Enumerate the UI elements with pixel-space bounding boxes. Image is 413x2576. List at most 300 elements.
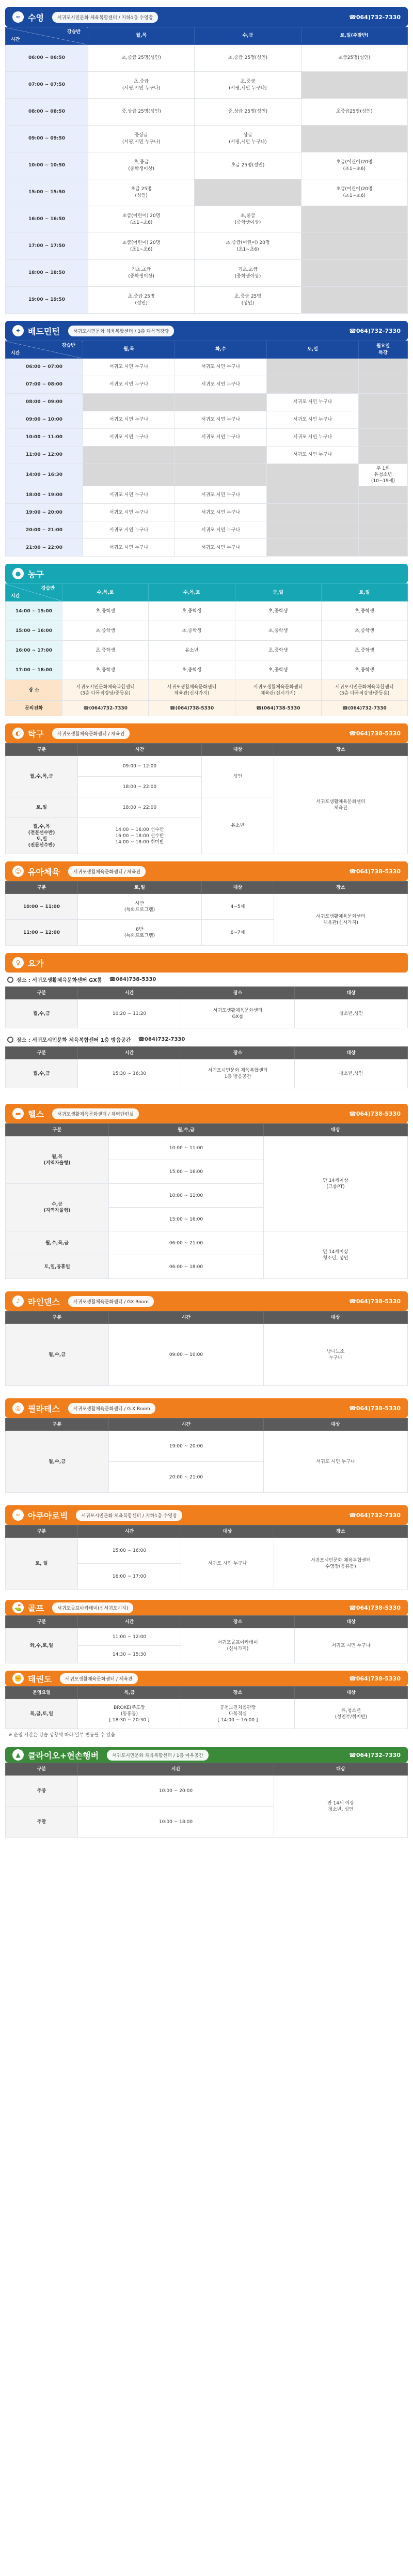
golf-title: 골프 — [28, 1603, 44, 1613]
th-time: 시간 — [78, 987, 181, 999]
th-type: 구분 — [6, 1124, 109, 1136]
line-dance-table — [5, 1311, 408, 1386]
health-section — [5, 1104, 408, 1279]
basketball-title: 농구 — [28, 569, 44, 579]
table-row — [6, 641, 408, 660]
th-place: 장소 — [181, 1616, 295, 1628]
place-cell: 서귀포시민문화체육복합센터 (3층 다목적강당/중등용) — [321, 680, 407, 701]
aq-place: 서귀포시민문화 체육복합센터 수영장(동홍동) — [274, 1538, 408, 1590]
schedule-cell — [267, 486, 359, 504]
yoga-place-line-2: 장소 : 서귀포시민문화 체육복합센터 1층 방음공간 ☎064)732-7330 — [5, 1032, 408, 1046]
table-row — [6, 521, 408, 539]
schedule-cell — [359, 504, 408, 521]
th-time: 시간 — [109, 1312, 264, 1324]
schedule-cell — [267, 521, 359, 539]
schedule-cell: 초,중급(어린이) 20명 (초1~초6) — [195, 233, 301, 260]
aqua-title: 아쿠아로빅 — [28, 1510, 68, 1521]
schedule-cell — [267, 359, 359, 376]
schedule-cell — [301, 206, 407, 233]
pil-time: 20:00 ~ 21:00 — [109, 1462, 264, 1493]
th-target: 대상 — [295, 1687, 408, 1699]
schedule-cell: 초,중학생 — [62, 660, 149, 680]
table-tennis-section — [5, 723, 408, 854]
golf-header — [5, 1600, 408, 1615]
time-label: 시간 — [11, 594, 20, 599]
time-cell: 08:00 ~ 09:00 — [6, 394, 83, 411]
time-label: 시간 — [11, 37, 20, 42]
golf-time: 11:00 ~ 12:00 — [78, 1628, 181, 1646]
badminton-header — [5, 321, 408, 341]
schedule-cell: 초,중급 (서핑,시민 누구나) — [88, 72, 195, 99]
schedule-cell: 초급(어린이)20명 (초1~초6) — [301, 152, 407, 179]
taekwondo-phone: ☎064)738-5330 — [349, 1675, 401, 1682]
pilates-section — [5, 1398, 408, 1493]
kp-class: 8반 (특화프로그램) — [78, 920, 202, 946]
schedule-cell — [175, 394, 267, 411]
yoga-target: 청소년,성인 — [295, 1059, 408, 1088]
time-cell: 06:00 ~ 06:50 — [6, 45, 88, 72]
climbing-phone: ☎064)732-7330 — [349, 1751, 401, 1759]
schedule-cell: 서귀포 시민 누구나 — [175, 539, 267, 557]
schedule-cell: 서귀포 시민 누구나 — [83, 429, 175, 446]
climbing-section — [5, 1747, 408, 1838]
time-cell: 19:00 ~ 19:50 — [6, 287, 88, 314]
time-cell: 15:00 ~ 16:00 — [6, 621, 62, 641]
health-place: 서귀포생활체육문화센터 / 체력단련실 — [52, 1108, 139, 1119]
schedule-cell — [359, 486, 408, 504]
schedule-cell: 초,중급 (서핑,시민 누구나) — [195, 72, 301, 99]
time-cell: 06:00 ~ 07:00 — [6, 359, 83, 376]
schedule-cell: 초,중급 25명(성인) — [88, 45, 195, 72]
yoga-time: 10:20 ~ 11:20 — [78, 999, 181, 1028]
table-row — [6, 376, 408, 394]
ld-target: 남녀노소 누구나 — [264, 1324, 408, 1386]
time-cell: 11:00 ~ 12:00 — [6, 446, 83, 464]
schedule-cell — [175, 446, 267, 464]
corner-header — [6, 584, 62, 601]
tt-time: 18:00 ~ 22:00 — [78, 777, 202, 797]
th-type: 구분 — [6, 1525, 78, 1538]
time-cell: 09:00 ~ 09:50 — [6, 126, 88, 152]
schedule-cell: 기초,초급 (중학생이상) — [195, 260, 301, 287]
time-cell: 18:00 ~ 18:50 — [6, 260, 88, 287]
time-cell: 07:00 ~ 08:00 — [6, 376, 83, 394]
yoga-target: 청소년,성인 — [295, 999, 408, 1028]
tt-row-label: 월,수,목 (전문선수반) 토,일 (전문선수반) — [6, 818, 78, 854]
table-row — [6, 660, 408, 680]
swim-header — [5, 7, 408, 27]
taekwondo-place: 서귀포생활체육문화센터 / 체육관 — [60, 1673, 137, 1684]
kp-place: 서귀포생활체육문화센터 체육관(신시가지) — [274, 894, 408, 946]
th-col2: 목,금 — [78, 1687, 181, 1699]
table-row — [6, 429, 408, 446]
table-row — [6, 539, 408, 557]
cl-time: 10:00 ~ 18:00 — [78, 1807, 274, 1838]
kids-pe-table — [5, 881, 408, 946]
time-cell: 09:00 ~ 10:00 — [6, 411, 83, 429]
schedule-cell: 서귀포 시민 누구나 — [175, 359, 267, 376]
schedule-cell: 초,중학생 — [62, 621, 149, 641]
schedule-cell: 초,중학생 — [321, 601, 407, 621]
health-time: 06:00 ~ 21:00 — [109, 1231, 264, 1255]
table-tennis-header — [5, 723, 408, 743]
dumbbell-icon: ▬ — [12, 1108, 24, 1119]
schedule-cell — [359, 521, 408, 539]
schedule-cell — [359, 446, 408, 464]
health-time: 10:00 ~ 11:00 — [109, 1184, 264, 1208]
table-row — [6, 126, 408, 152]
time-cell: 14:00 ~ 15:00 — [6, 601, 62, 621]
schedule-cell: 서귀포 시민 누구나 — [175, 411, 267, 429]
yoga-place-line-1: 장소 : 서귀포생활체육문화센터 GX룸 ☎064)738-5330 — [5, 973, 408, 986]
health-title: 헬스 — [28, 1109, 44, 1119]
taekwondo-table — [5, 1686, 408, 1729]
schedule-cell: 서귀포 시민 누구나 — [83, 411, 175, 429]
row-label: 문의전화 — [6, 701, 62, 716]
schedule-cell: 초,중급 25명 (성인) — [195, 287, 301, 314]
corner-header — [6, 341, 83, 359]
th-type: 구분 — [6, 1763, 78, 1776]
ld-days: 월,수,금 — [6, 1324, 109, 1386]
shuttlecock-icon: ✦ — [12, 325, 24, 336]
table-row — [6, 504, 408, 521]
schedule-cell — [267, 539, 359, 557]
time-cell: 10:00 ~ 10:50 — [6, 152, 88, 179]
time-cell: 16:00 ~ 17:00 — [6, 641, 62, 660]
th-target: 대상 — [264, 1312, 408, 1324]
badminton-place: 서귀포시민문화 체육복합센터 / 3층 다목적강당 — [68, 326, 174, 336]
climbing-place: 서귀포시민문화 체육복합센터 / 1층 아우공간 — [107, 1750, 209, 1761]
corner-header — [6, 27, 88, 45]
th-target: 대상 — [202, 744, 274, 756]
time-cell: 14:00 ~ 16:30 — [6, 464, 83, 486]
yoga-table-1 — [5, 986, 408, 1028]
time-cell: 15:00 ~ 15:50 — [6, 179, 88, 206]
line-dance-section — [5, 1291, 408, 1386]
taekwondo-title: 태권도 — [28, 1674, 52, 1684]
schedule-cell — [83, 394, 175, 411]
th-time: 시간 — [78, 744, 202, 756]
badminton-phone: ☎064)732-7330 — [349, 327, 401, 334]
golf-phone: ☎064)738-5330 — [349, 1604, 401, 1611]
day-header: 금,일 — [235, 584, 321, 601]
schedule-cell: 초급(어린이) 20명 (초1~초6) — [88, 233, 195, 260]
th-type: 구분 — [6, 1312, 109, 1324]
golf-place: 서귀포골프아카데미 (신시가지) — [181, 1628, 295, 1663]
time-cell: 17:00 ~ 17:50 — [6, 233, 88, 260]
health-time: 15:00 ~ 16:00 — [109, 1160, 264, 1184]
phone-cell: ☎(064)732-7330 — [62, 701, 149, 716]
schedule-cell: 서귀포 시민 누구나 — [83, 504, 175, 521]
phone-cell: ☎(064)732-7330 — [321, 701, 407, 716]
schedule-cell: 초,중학생 — [235, 621, 321, 641]
line-dance-phone: ☎064)738-5330 — [349, 1298, 401, 1305]
location-icon — [7, 1037, 13, 1043]
kp-target: 6~7세 — [202, 920, 274, 946]
th-time: 시간 — [78, 1047, 181, 1059]
yoga-icon: ♀ — [12, 957, 24, 968]
schedule-cell — [301, 260, 407, 287]
line-dance-place: 서귀포생활체육문화센터 / GX Room — [68, 1296, 154, 1307]
swim-place: 서귀포시민문화 체육복합센터 / 지하1층 수영장 — [52, 12, 158, 23]
health-type: 월,목 (지역자율형) — [6, 1136, 109, 1184]
badminton-title: 배드민턴 — [28, 326, 60, 336]
schedule-cell: 서귀포 시민 누구나 — [83, 539, 175, 557]
health-type: 토,일,공휴일 — [6, 1255, 109, 1279]
time-cell: 16:00 ~ 16:50 — [6, 206, 88, 233]
table-row — [6, 45, 408, 72]
yoga-days: 월,수,금 — [6, 999, 78, 1028]
yoga-table-2 — [5, 1046, 408, 1088]
schedule-cell: 초급 25명(성인) — [195, 152, 301, 179]
schedule-cell — [83, 446, 175, 464]
schedule-cell: 서귀포 시민 누구나 — [83, 359, 175, 376]
th-target: 대상 — [295, 1616, 408, 1628]
schedule-cell: 기초,초급 (중학생이상) — [88, 260, 195, 287]
schedule-cell: 유소년 — [149, 641, 235, 660]
golf-icon: ⛳ — [12, 1602, 24, 1613]
th-target: 대상 — [274, 1763, 408, 1776]
schedule-cell — [359, 394, 408, 411]
kp-target: 4~5세 — [202, 894, 274, 920]
schedule-cell: 초중급25명(성인) — [301, 99, 407, 126]
cl-days: 주중 — [6, 1776, 78, 1807]
swim-phone: ☎064)732-7330 — [349, 13, 401, 21]
yoga-title: 요가 — [28, 958, 44, 968]
aqua-header — [5, 1505, 408, 1525]
tkd-place: 공천보진치종관장 다목적실 [ 14:00 ~ 16:00 ] — [181, 1699, 295, 1729]
corner-label: 강습반 — [61, 343, 75, 348]
schedule-cell — [267, 504, 359, 521]
yoga-time: 15:30 ~ 16:30 — [78, 1059, 181, 1088]
th-days: 월,수,금 — [109, 1124, 264, 1136]
corner-label: 강습반 — [67, 29, 81, 35]
yoga-place: 서귀포시민문화 체육복합센터 1층 방음공간 — [181, 1059, 295, 1088]
kp-time: 10:00 ~ 11:00 — [6, 894, 78, 920]
schedule-cell — [301, 233, 407, 260]
aq-target: 서귀포 시민 누구나 — [181, 1538, 274, 1590]
schedule-cell: 서귀포 시민 누구나 — [267, 394, 359, 411]
martial-arts-icon: ✊ — [12, 1673, 24, 1684]
th-type: 구분 — [6, 1418, 109, 1431]
tkd-days: 목,금,토,일 — [6, 1699, 78, 1729]
schedule-cell: 서귀포 시민 누구나 — [267, 411, 359, 429]
health-target: 만 14세이상 (그룹PT) — [264, 1136, 408, 1231]
kids-pe-phone: ☎064)738-5330 — [349, 868, 401, 875]
table-row — [6, 446, 408, 464]
table-row — [6, 152, 408, 179]
climbing-table — [5, 1763, 408, 1838]
golf-target: 서귀포 시민 누구나 — [295, 1628, 408, 1663]
schedule-cell: 주 1회 유청소년 (10~19세) — [359, 464, 408, 486]
climbing-title: 클라이오+현손행버 — [28, 1750, 99, 1761]
schedule-cell: 초급(어린이)20명 (초1~초6) — [301, 179, 407, 206]
phone-cell: ☎(064)738-5330 — [149, 701, 235, 716]
schedule-note: ※ 운영 시간은 강습 상황에 따라 일부 변동될 수 있음 — [8, 1733, 116, 1738]
time-cell: 18:00 ~ 19:00 — [6, 486, 83, 504]
table-row — [6, 621, 408, 641]
tt-time-multi: 14:00 ~ 16:00 선수반 16:00 ~ 18:00 선수반 14:00 ~ 18:00 취미반 — [78, 818, 202, 854]
schedule-cell — [359, 359, 408, 376]
time-cell: 10:00 ~ 11:00 — [6, 429, 83, 446]
basketball-section — [5, 564, 408, 716]
pil-days: 월,수,금 — [6, 1431, 109, 1493]
corner-label: 강습반 — [41, 586, 55, 592]
basketball-header — [5, 564, 408, 583]
day-header: 월,목 — [88, 27, 195, 45]
aq-days: 토, 일 — [6, 1538, 78, 1590]
day-header: 화,수 — [175, 341, 267, 359]
schedule-cell: 서귀포 시민 누구나 — [175, 429, 267, 446]
child-icon: ☺ — [12, 866, 24, 877]
schedule-cell — [195, 179, 301, 206]
taekwondo-header — [5, 1671, 408, 1686]
schedule-cell: 초,중급 25명 (성인) — [88, 287, 195, 314]
swim-title: 수영 — [28, 12, 44, 23]
th-days: 토,일 — [78, 882, 202, 894]
th-target: 대상 — [181, 1525, 274, 1538]
badminton-section — [5, 321, 408, 557]
health-type: 월,수,목,금 — [6, 1231, 109, 1255]
table-row — [6, 464, 408, 486]
time-cell: 20:00 ~ 21:00 — [6, 521, 83, 539]
schedule-cell: 초,중학생 — [235, 601, 321, 621]
th-type: 구분 — [6, 882, 78, 894]
table-tennis-table — [5, 743, 408, 854]
schedule-cell: 초,중학생 — [62, 601, 149, 621]
pilates-table — [5, 1418, 408, 1493]
th-target: 대상 — [295, 987, 408, 999]
schedule-cell: 초,중급 (중학생이상) — [88, 152, 195, 179]
time-cell: 08:00 ~ 08:50 — [6, 99, 88, 126]
day-header: 월요일 특강 — [359, 341, 408, 359]
th-target: 대상 — [202, 882, 274, 894]
th-place: 장소 — [181, 987, 295, 999]
schedule-cell — [267, 464, 359, 486]
schedule-cell — [301, 287, 407, 314]
schedule-cell — [359, 539, 408, 557]
tt-place: 서귀포생활체육문화센터 체육관 — [274, 756, 408, 854]
table-row — [6, 72, 408, 99]
aqua-place: 서귀포시민문화 체육복합센터 / 지하1층 수영장 — [76, 1510, 182, 1521]
basketball-icon: ● — [12, 568, 24, 579]
tt-target: 유소년 — [202, 797, 274, 854]
schedule-cell — [359, 429, 408, 446]
aqua-section — [5, 1505, 408, 1590]
time-cell: 19:00 ~ 20:00 — [6, 504, 83, 521]
pilates-header — [5, 1398, 408, 1418]
table-row — [6, 233, 408, 260]
yoga-header — [5, 953, 408, 973]
taekwondo-section — [5, 1671, 408, 1740]
yoga-section — [5, 953, 408, 1088]
yoga-days: 월,수,금 — [6, 1059, 78, 1088]
day-header: 월,목 — [83, 341, 175, 359]
schedule-cell: 초,중학생 — [149, 621, 235, 641]
schedule-cell: 초,중학생 — [149, 660, 235, 680]
schedule-cell: 상급 (서핑,시민 누구나) — [195, 126, 301, 152]
pilates-place: 서귀포생활체육문화센터 / G.X Room — [68, 1403, 155, 1414]
line-dance-title: 라인댄스 — [28, 1297, 60, 1307]
schedule-cell: 초,중학생 — [321, 621, 407, 641]
tkd-dojo: BROKE(주도장 (동홍동) [ 18:30 ~ 20:30 ] — [78, 1699, 181, 1729]
schedule-cell — [359, 376, 408, 394]
tt-row-label: 월,수,목,금 — [6, 756, 78, 797]
aq-time: 15:00 ~ 16:00 — [78, 1538, 181, 1564]
tkd-target: 유,청소년 (성인부/취미반) — [295, 1699, 408, 1729]
table-tennis-title: 탁구 — [28, 729, 44, 739]
schedule-cell: 서귀포 시민 누구나 — [175, 486, 267, 504]
schedule-cell: 초급(어린이) 20명 (초1~초6) — [88, 206, 195, 233]
location-icon — [7, 977, 13, 983]
health-phone: ☎064)738-5330 — [349, 1110, 401, 1117]
golf-time: 14:30 ~ 15:30 — [78, 1646, 181, 1663]
health-type: 수,금 (지역자율형) — [6, 1184, 109, 1231]
th-target: 대상 — [264, 1124, 408, 1136]
table-row — [6, 179, 408, 206]
th-time: 시간 — [78, 1763, 274, 1776]
schedule-cell: 초,중급 (중학생이상) — [195, 206, 301, 233]
ping-pong-icon: ◐ — [12, 728, 24, 739]
th-time: 시간 — [78, 1525, 181, 1538]
th-place: 장소 — [274, 882, 408, 894]
schedule-cell — [359, 411, 408, 429]
schedule-cell: 초급25명(성인) — [301, 45, 407, 72]
aqua-phone: ☎064)732-7330 — [349, 1511, 401, 1519]
place-cell: 서귀포생활체육문화센터 체육관(신시가지) — [149, 680, 235, 701]
cl-target: 만 14세 이상 청소년, 성인 — [274, 1776, 408, 1838]
pilates-title: 필라테스 — [28, 1403, 60, 1414]
schedule-cell: 초,중학생 — [62, 641, 149, 660]
schedule-cell: 초,중급 25명(성인) — [195, 45, 301, 72]
schedule-cell: 중,상급 25명(성인) — [195, 99, 301, 126]
health-header — [5, 1104, 408, 1123]
th-type: 구분 — [6, 744, 78, 756]
day-header: 토,일 — [321, 584, 407, 601]
th-time: 시간 — [78, 1616, 181, 1628]
tt-row-label: 토,일 — [6, 797, 78, 818]
yoga-place: 서귀포생활체육문화센터 GX룸 — [181, 999, 295, 1028]
place-cell: 서귀포생활체육문화센터 체육관(신시가지) — [235, 680, 321, 701]
table-row — [6, 359, 408, 376]
th-place: 장소 — [181, 1047, 295, 1059]
pil-time: 19:00 ~ 20:00 — [109, 1431, 264, 1462]
th-type: 구분 — [6, 1047, 78, 1059]
health-time: 15:00 ~ 16:00 — [109, 1208, 264, 1231]
ld-time: 09:00 ~ 10:00 — [109, 1324, 264, 1386]
schedule-cell: 서귀포 시민 누구나 — [83, 376, 175, 394]
basketball-table — [5, 583, 408, 716]
schedule-cell: 초,중학생 — [321, 641, 407, 660]
health-target: 만 14세이상 청소년, 성인 — [264, 1231, 408, 1279]
time-cell: 07:00 ~ 07:50 — [6, 72, 88, 99]
schedule-cell: 서귀포 시민 누구나 — [175, 521, 267, 539]
swim-icon: ≈ — [12, 11, 24, 23]
aqua-table — [5, 1525, 408, 1590]
badminton-table — [5, 341, 408, 557]
th-type: 구분 — [6, 987, 78, 999]
swim-section — [5, 7, 408, 314]
schedule-cell: 서귀포 시민 누구나 — [175, 504, 267, 521]
schedule-cell: 중상급 (서핑,시민 누구나) — [88, 126, 195, 152]
swim-table — [5, 27, 408, 314]
schedule-cell: 서귀포 시민 누구나 — [267, 446, 359, 464]
th-time: 시간 — [109, 1418, 264, 1431]
time-cell: 17:00 ~ 18:00 — [6, 660, 62, 680]
schedule-cell — [301, 126, 407, 152]
golf-days: 화,수,토,일 — [6, 1628, 78, 1663]
schedule-cell: 중,상급 25명(성인) — [88, 99, 195, 126]
